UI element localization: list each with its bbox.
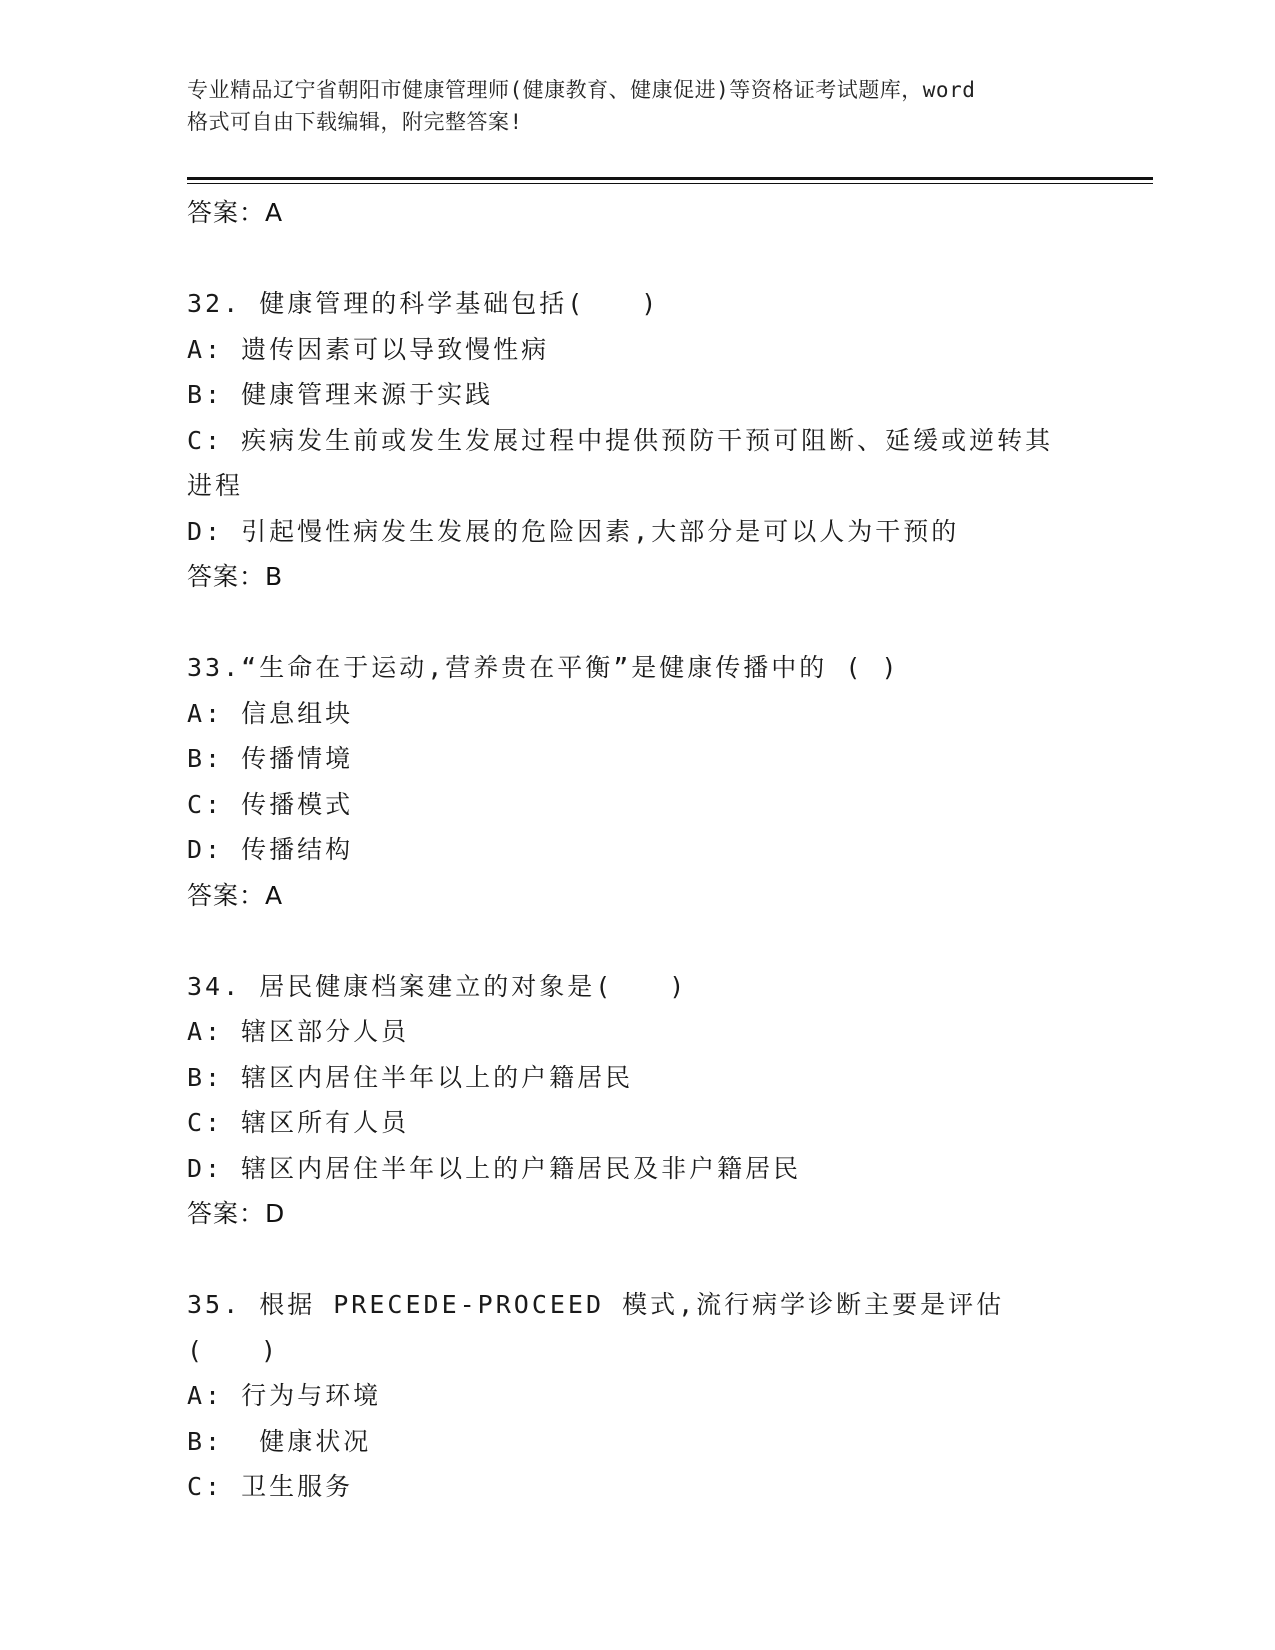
question-stem: 32. 健康管理的科学基础包括( ) [187,289,660,318]
question-35 [187,1282,1087,1510]
answer-prev: 答案：A [187,198,284,227]
answer: 答案：B [187,562,284,591]
header-line-2: 格式可自由下载编辑，附完整答案! [187,110,523,134]
question-list [187,190,1087,1510]
header-line-1: 专业精品辽宁省朝阳市健康管理师(健康教育、健康促进)等资格证考试题库，word [187,78,976,102]
option-c-continued: 进程 [187,471,244,500]
option-a: A: 行为与环境 [187,1381,382,1410]
page-header [187,74,1087,138]
spacer [187,918,1087,964]
option-c: C: 卫生服务 [187,1472,354,1501]
question-stem: 33.“生命在于运动,营养贵在平衡”是健康传播中的 ( ) [187,653,900,682]
header-rule-thick [187,177,1153,180]
option-c: C: 辖区所有人员 [187,1108,410,1137]
question-33 [187,645,1087,918]
answer: 答案：D [187,1199,286,1228]
spacer [187,1237,1087,1283]
header-rule-thin [187,183,1153,184]
spacer [187,600,1087,646]
option-a: A: 信息组块 [187,698,354,728]
option-b: B: 传播情境 [187,744,354,773]
option-d: D: 传播结构 [187,835,354,864]
option-b: B: 健康管理来源于实践 [187,380,494,409]
option-c: C: 疾病发生前或发生发展过程中提供预防干预可阻断、延缓或逆转其 [187,425,1054,455]
option-a: A: 遗传因素可以导致慢性病 [187,334,550,364]
option-a: A: 辖区部分人员 [187,1017,410,1046]
option-b: B: 健康状况 [187,1426,372,1456]
option-d: D: 引起慢性病发生发展的危险因素,大部分是可以人为干预的 [187,516,960,546]
question-stem: 35. 根据 PRECEDE-PROCEED 模式,流行病学诊断主要是评估( ) [187,1290,1005,1365]
question-stem: 34. 居民健康档案建立的对象是( ) [187,971,688,1001]
option-b: B: 辖区内居住半年以上的户籍居民 [187,1062,634,1092]
spacer [187,236,1087,282]
option-c: C: 传播模式 [187,789,354,819]
question-32 [187,281,1087,600]
question-34 [187,964,1087,1237]
option-d: D: 辖区内居住半年以上的户籍居民及非户籍居民 [187,1153,802,1183]
answer: 答案：A [187,880,284,910]
